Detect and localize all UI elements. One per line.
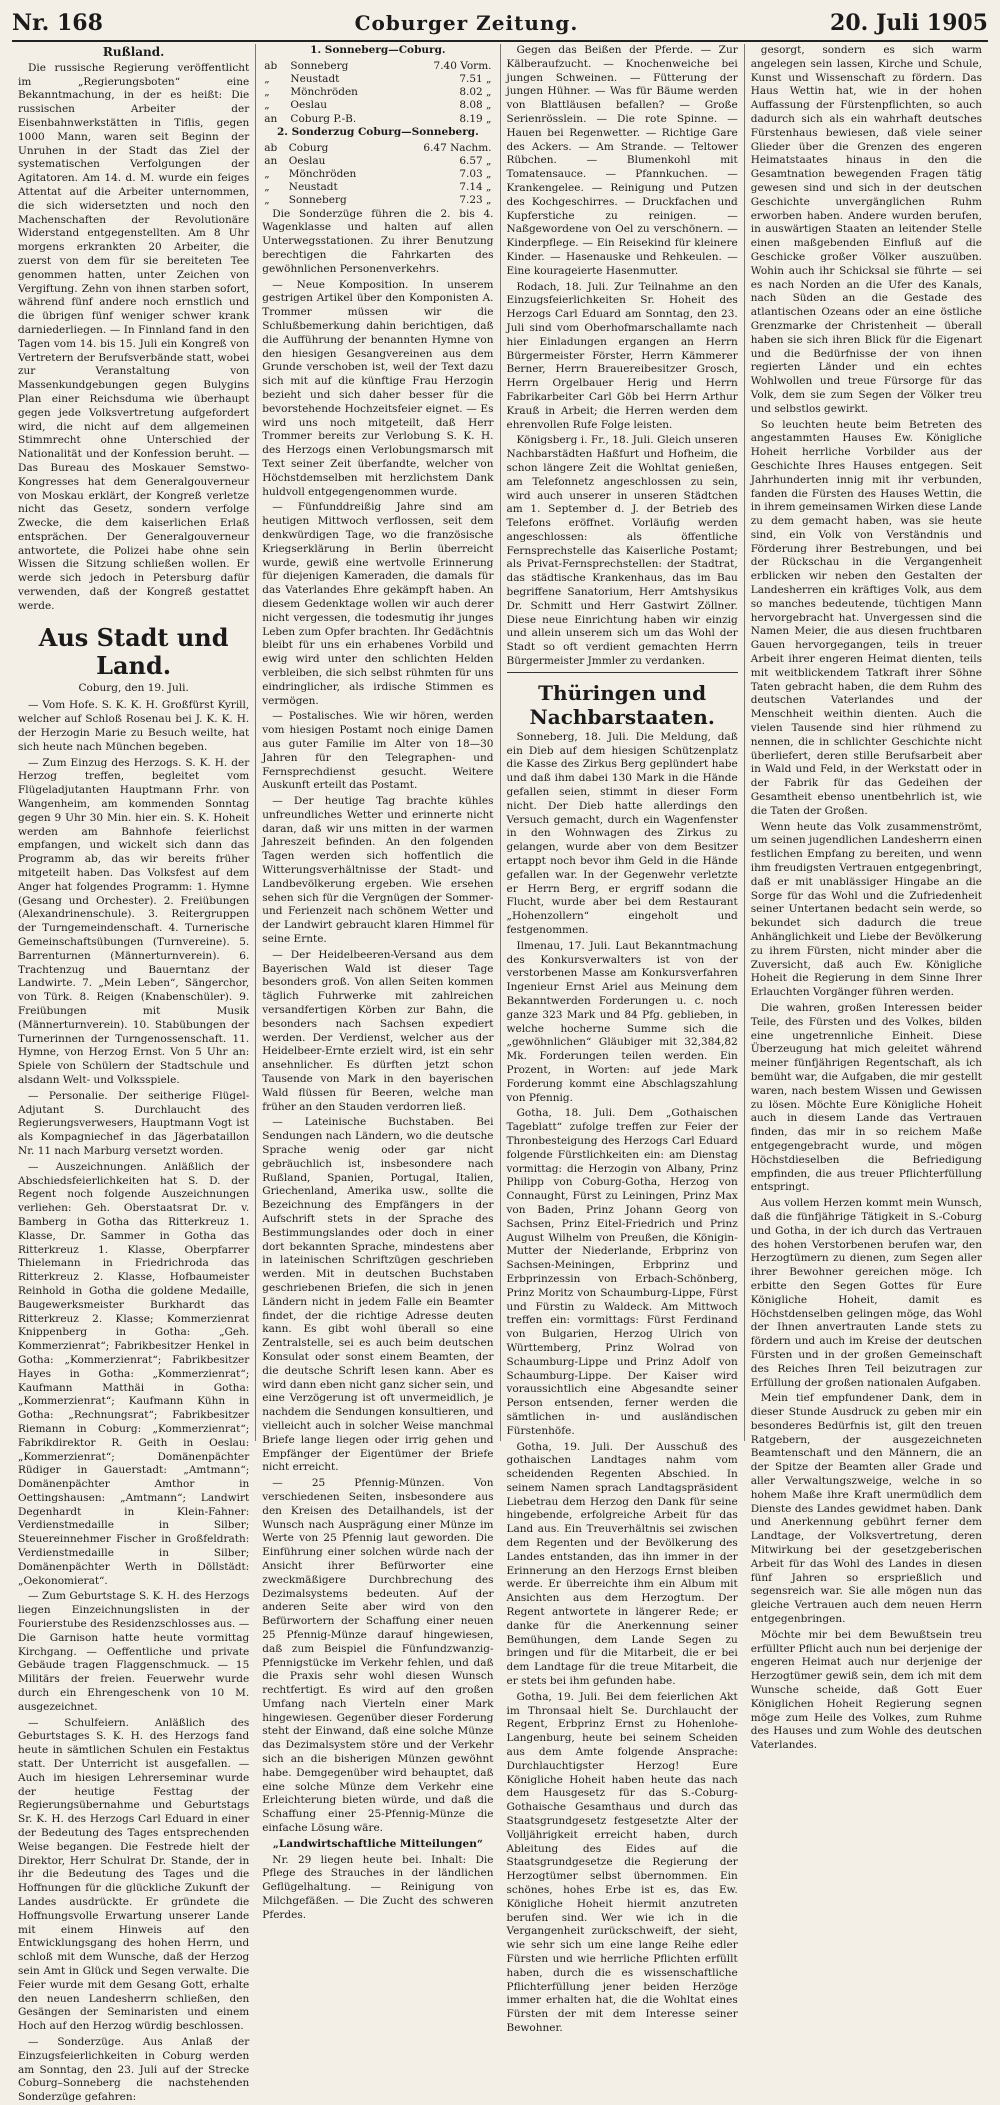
schedule-row: ab Coburg 6.47 Nachm.	[264, 141, 492, 154]
newspaper-title: Coburger Zeitung.	[354, 11, 579, 35]
columns	[12, 44, 988, 2104]
speech-part-b: So leuchten heute beim Betreten des angestammten Hauses Ew. Königliche Hoheit herrliche Vorbilder aus der Geschichte Ihres Hauses entgegen. Seit Jahrhunderten innig mit ihr verbunden, fanden die Fürsten des Hauses Wettin, die in ihrem gemeinsamen Wirken diese Lande zu dem gemacht haben, was sie heute sind, ein Volk von Verständnis und Förderung ihrer Bestrebungen, und bei der Rückschau in die Vergangenheit erblicken wir neben den Gestalten der Landesherren ein kräftiges Volk, aus dem so manches bedeutende, tüchtigen Mann hervorgebracht hat. Unvergessen sind die Namen Meier, die aus diesen fruchtbaren Gauen hervorgegangen, teils in treuer Arbeit ihrer engeren Heimat dienten, teils mit weitblickendem Tatkraft ihrer Söhne Taten gebracht haben, die dem Ruhm des deutschen Vaterlandes und der Menschheit weithin dienten. Auch die vielen Tausende sind hier rühmend zu nennen, die in schlichter Geschichte nicht überliefert, deren stille Berufsarbeit aber in Wald und Feld, in der Werkstatt oder in der Fabrik für das Gedeihen der Gesamtheit ebenso unentbehrlich ist, wie die Taten der Großen.	[750, 418, 982, 817]
route-2-title: 2. Sonderzug Coburg—Sonneberg.	[276, 125, 479, 138]
speech-part-f: Mein tief empfundener Dank, dem in dieser Stunde Ausdruck zu geben mir ein besonderes Bedürfnis ist, gilt den treuen Ratgebern, der ausgezeichneten Beamtenschaft und den Männern, die an der Spitze der Beamten aller Grade und aller Verwaltungszweige, welche in so hohem Maße ihre Kraft unermüdlich dem Dienste des Landes gewidmet haben. Dank und Anerkennung gebührt ferner dem Landtage, der Volksvertretung, deren Mitwirkung bei der gesetzgeberischen Arbeit für das Wohl des Landes in diesen fünf Jahren so ersprießlich und segensreich war. Sie alle mögen nun das gleiche Vertrauen auch dem neuen Herrn entgegenbringen.	[750, 1392, 982, 1626]
route-1-title: 1. Sonneberg—Coburg.	[310, 44, 446, 56]
article-gotha-2: Gotha, 19. Juli. Der Ausschuß des gothaischen Landtages nahm vom scheidenden Regenten Abschied. In seinem Namen sprach Landtagspräsident Liebetrau dem Herzog den Dank für seine hingebende, erfolgreiche Arbeit für das Land aus. Ein Treuverhältnis sei zwischen dem Regenten und der Bevölkerung des Landes entstanden, das ihn immer in der Erinnerung an den Herzogs Ernst bleiben werde. Er überreichte ihm ein Album mit Ansichten aus dem Herzogtum. Der Regent antwortete in längerer Rede; er danke für die Anerkennung seiner Bemühungen, dem Lande Segen zu bringen und für die Mitarbeit, die er bei dem Landtage für die treue Mitarbeit, die er stets bei ihm gefunden habe.	[506, 1440, 738, 1688]
schedule-row: „ Oeslau 8.08 „	[264, 99, 492, 112]
schedule-row: ab Sonneberg 7.40 Vorm.	[264, 59, 492, 72]
speech-part-a: gesorgt, sondern es sich warm angelegen sein lassen, Kirche und Schule, Kunst und Wissenschaft zu fördern. Das Haus Wettin hat, wie in der hohen Auffassung der Fürstenpflichten, so auch dadurch sich als ein wahrhaft deutsches Fürstenhaus bewiesen, daß viele seiner Glieder über die Grenzen des engeren Heimatstaates hinaus in den die Gesamtnation bewegenden Fragen tätig gewesen sind und sich in der deutschen Geschichte unvergänglichen Ruhm erworben haben. Andere wurden berufen, in auswärtigen Staaten an leitender Stelle einen maßgebenden Einfluß auf die Geschicke großer Völker auszuüben. Wohin auch ihr Schicksal sie führte — sei es nach Norden an die Ufer des Kanals, nach Süden an die Gestade des atlantischen Ozeans oder an eine östliche Grenzmarke der Christenheit — überall haben sie sich ihren Blick für die Eigenart und die Bedürfnisse der von ihnen regierten Länder und ein echtes Wohlwollen und treue Fürsorge für das Volk, dem sie zum Segen der Völker treu und selbstlos gewirkt.	[750, 44, 982, 415]
article-rodach: Rodach, 18. Juli. Zur Teilnahme an den Einzugsfeierlichkeiten Sr. Hoheit des Herzogs Carl Eduard am Sonntag, den 23. Juli sind vom Oberhofmarschallamte nach hier Einladungen ergangen an Herrn Bürgermeister Förster, Herrn Kämmerer Berner, Herrn Brauereibesitzer Grosch, Herrn Orgelbauer Herig und Herrn Fabrikarbeiter Carl Göb bei Herrn Arthur Krauß in Arbeit; die Herren werden dem ehrenvollen Rufe Folge leisten.	[506, 280, 738, 431]
article-schulfeiern: — Schulfeiern. Anläßlich des Geburtstages S. K. H. des Herzogs fand heute in sämtlichen Schulen ein Festaktus statt. Der Unterricht ist ausgefallen. — Auch im hiesigen Lehrerseminar wurde der heutige Festtag der Regierungsübernahme und Geburtstags Sr. K. H. des Herzogs Carl Eduard in einer der Bedeutung des Tages entsprechenden Weise begangen. Die Festrede hielt der Direktor, Herr Schulrat Dr. Stande, der in ihr die Bedeutung des Tages und die Hoffnungen für die glückliche Zukunft der Landes ausdrückte. Er gründete die Hoffnungsvolle Erwartung unserer Lande mit einem Hinweis auf den Entwicklungsgang des hohen Herrn, und schloß mit dem Wunsche, daß der Herzog sein Amt in Glück und Segen verwalte. Die Feier wurde mit dem Gesang Gott, erhalte den neuen Landesherrn schließen, den Gesängen der Seminaristen und einem Hoch auf den Herzog würdig beschlossen.	[18, 1716, 250, 2033]
article-gotha-1: Gotha, 18. Juli. Dem „Gothaischen Tageblatt“ zufolge treffen zur Feier der Thronbesteigung des Herzogs Carl Eduard folgende Fürstlichkeiten ein: am Dienstag vormittag: die Herzogin von Albany, Prinz Philipp von Coburg-Gotha, Herzog von Connaught, Fürst zu Leiningen, Prinz Max von Baden, Prinz Johann Georg von Sachsen, Prinz Eitel-Friedrich und Prinz August Wilhelm von Preußen, die Königin-Mutter der Niederlande, Erbprinz von Sachsen-Meiningen, Erbprinz und Erbprinzessin von Erbach-Schönberg, Prinz Moritz von Schaumburg-Lippe, Fürst und Fürstin zu Waldeck. Am Mittwoch treffen ein: vormittags: Fürst Ferdinand von Bulgarien, Herzog Ulrich von Württemberg, Prinz Wolrad von Schaumburg-Lippe und Prinz Adolf von Schaumburg-Lippe. Der Kaiser wird voraussichtlich eine Abgesandte seiner Person entsenden, ferner werden die sämtlichen in- und ausländischen Fürstenhöfe.	[506, 1107, 738, 1437]
column-4	[745, 44, 988, 1752]
article-sonderzuege: — Sonderzüge. Aus Anlaß der Einzugsfeierlichkeiten in Coburg werden am Sonntag, den 23. Juli auf der Strecke Coburg–Sonneberg die nachstehenden Sonderzüge gefahren:	[18, 2035, 250, 2104]
article-auszeichnungen: — Auszeichnungen. Anläßlich der Abschiedsfeierlichkeiten hat S. D. der Regent noch folgende Auszeichnungen verliehen: Geh. Oberstaatsrat Dr. v. Bamberg in Gotha das Ritterkreuz 1. Klasse, Dr. Sammer in Gotha das Ritterkreuz 1. Klasse, Oberpfarrer Thielemann in Friedrichroda das Ritterkreuz 2. Klasse, Hofbaumeister Reinhold in Gotha die goldene Medaille, Baugewerksmeister Burkhardt das Ritterkreuz 2. Klasse; Kommerzienrat Knippenberg in Gotha: „Geh. Kommerzienrat“; Fabrikbesitzer Henkel in Gotha: „Kommerzienrat“; Fabrikbesitzer Hayes in Gotha: „Kommerzienrat“; Kaufmann Matthäi in Gotha: „Kommerzienrat“; Kaufmann Kühn in Gotha: „Rechnungsrat“; Fabrikbesitzer Riemann in Coburg: „Kommerzienrat“; Fabrikdirektor R. Geith in Oeslau: „Kommerzienrat“; Domänenpächter Rüdiger in Gauerstadt: „Amtmann“; Domänenpächter Amthor in Oettingshausen: „Amtmann“; Landwirt Degenhardt in Klein-Fahner: Verdienstmedaille in Silber; Steuereinnehmer Fischer in Großfeldrath: Verdienstmedaille in Silber; Domänenpächter Werth in Döllstädt: „Oekonomierat“.	[18, 1160, 250, 1587]
article-fuenfunddreissig: — Fünfunddreißig Jahre sind am heutigen Mittwoch verflossen, seit dem denkwürdigen Tage, wo die französische Kriegserklärung in Berlin überreicht wurde, gewiß eine wertvolle Erinnerung für diejenigen Kameraden, die damals für das Vaterlandes Ehre gekämpft haben. An diesem Gedenktage wollen wir auch derer nicht vergessen, die todesmutig ihr junges Leben zum Opfer brachten. Ihr Gedächtnis bleibt für uns ein erhabenes Vorbild und ewig wird unter den schlichten Helden verbleiben, die sich selbst rühmten für uns eindringlicher, als irdische Stimmen es vermögen.	[262, 501, 494, 707]
schedule-row: an Oeslau 6.57 „	[264, 154, 492, 167]
article-lateinische: — Lateinische Buchstaben. Bei Sendungen nach Ländern, wo die deutsche Sprache wenig oder gar nicht gebräuchlich ist, insbesondere nach Rußland, Spanien, Portugal, Italien, Griechenland, Amerika usw., sollte die Bezeichnung des Empfängers in der Aufschrift stets in der Sprache des Bestimmungslandes oder doch in einer dort bekannten Sprache, mindestens aber in lateinischen Schriftzügen geschrieben werden. Mit in deutschen Buchstaben geschriebenen Briefen, die sich in jenen Ländern nicht in jedem Falle ein Beamter findet, der die richtige Adresse deuten kann. Es gibt wohl überall so eine Zentralstelle, sei es auch beim deutschen Konsulat oder sonst einem Beamten, der die deutsche Schrift lesen kann. Aber es wird dann eben nicht ganz sicher sein, und eine Verzögerung ist oft unvermeidlich, je nachdem die Sendungen konsultieren, und vielleicht auch in solcher Weise manchmal Briefe lange liegen oder irrig gehen und Empfänger der Eigentümer der Briefe nicht erreicht.	[262, 1116, 494, 1474]
issue-date: 20. Juli 1905	[830, 10, 988, 36]
article-landwirt: Nr. 29 liegen heute bei. Inhalt: Die Pflege des Strauches in der ländlichen Geflügelhaltung. — Reinigung von Milchgefäßen. — Die Zucht des schweren Pferdes.	[262, 1853, 494, 1921]
article-geburtstag: — Zum Geburtstage S. K. H. des Herzogs liegen Einzeichnungslisten in der Fourierstube des Residenzschlosses aus. — Die Garnison hatte heute vormittag Kirchgang. — Oeffentliche und private Gebäude tragen Flaggenschmuck. — 15 Militärs der freien. Feuerwehr wurde durch ein Ehrengeschenk von 10 M. ausgezeichnet.	[18, 1590, 250, 1713]
schedule-note: Die Sonderzüge führen die 2. bis 4. Wagenklasse und halten auf allen Unterwegsstationen. Zu ihrer Benutzung berechtigen die Fahrkarten des gewöhnlichen Personenverkehrs.	[262, 207, 494, 275]
article-pfennig: — 25 Pfennig-Münzen. Von verschiedenen Seiten, insbesondere aus den Kreisen des Detailhandels, ist der Wunsch nach Ausprägung einer Münze im Werte von 25 Pfennig laut geworden. Die Einführung einer solchen würde nach der Ansicht ihrer Befürworter eine zweckmäßigere Durchbrechung des Dezimalsystems bedeuten. Auf der anderen Seite aber wird von den Befürwortern der Schaffung einer neuen 25 Pfennig-Münze darauf hingewiesen, daß zum Beispiel die Fünfundzwanzig-Pfennigstücke im Verkehr fehlen, und daß die Praxis sehr wohl diesen Wunsch rechtfertigt. Es wird auf den großen Umfang nach Vierteln einer Mark hingewiesen. Gegenüber dieser Forderung steht der Einwand, daß eine solche Münze das Dezimalsystem störe und der Verkehr sich an die bisherigen Münzen gewöhnt habe. Demgegenüber wird behauptet, daß eine solche Münze dem Verkehr eine Erleichterung bieten würde, und daß die Schaffung einer 25-Pfennig-Münze die einfache Lösung wäre.	[262, 1477, 494, 1835]
article-hofe: — Vom Hofe. S. K. K. H. Großfürst Kyrill, welcher auf Schloß Rosenau bei J. K. K. H. der Herzogin Marie zu Besuch weilte, hat sich heute nach München begeben.	[18, 699, 250, 753]
article-koenigsberg: Königsberg i. Fr., 18. Juli. Gleich unseren Nachbarstädten Haßfurt und Hofheim, die schon längere Zeit die Wohltat genießen, am Telefonnetz angeschlossen zu sein, wird auch unserer in unseren Städtchen am 1. September d. J. der Betrieb des Telefons eröffnet. Vorläufig werden angeschlossen: als öffentliche Fernsprechstelle das Kaiserliche Postamt; als Privat-Fernsprechstellen: der Stadtrat, das städtische Krankenhaus, das im Bau begriffene Sanatorium, Herr Amtshysikus Dr. Schmitt und Herr Gastwirt Zöllner. Diese neue Einrichtung haben wir einzig und allein unserem sich um das Wohl der Stadt so oft verdient gemachten Herrn Bürgermeister Jmmler zu verdanken.	[506, 434, 738, 668]
schedule-row: an Coburg P.-B. 8.19 „	[264, 112, 492, 125]
speech-part-d: Die wahren, großen Interessen beider Teile, des Fürsten und des Volkes, bilden eine ungetrennliche Einheit. Diese Überzeugung hat mich geleitet während meiner fünfjährigen Regentschaft, als ich bemüht war, die Aufgaben, die mir gestellt waren, nach bestem Wissen und Gewissen zu lösen. Möchte Eure Königliche Hoheit auch in diesem Lande das Vertrauen finden, das mir in so reichem Maße entgegengebracht wurde, und mögen Höchstdieselben die Befriedigung empfinden, die aus treuer Pflichterfüllung entspringt.	[750, 1001, 982, 1194]
section-title-stadt-land: Aus Stadt und Land.	[38, 622, 229, 680]
article-sonneberg: Sonneberg, 18. Juli. Die Meldung, daß ein Dieb auf dem hiesigen Schützenplatz die Kasse des Zirkus Berg geplündert habe und daß ihm dabei 130 Mark in die Hände gefallen seien, stimmt in dieser Form nicht. Der Dieb hatte allerdings den Versuch gemacht, durch ein Wagenfenster in den Wohnwagen des Zirkus zu gelangen, wurde aber von dem Besitzer ertappt noch bevor ihm Geld in die Hände gefallen war. In der Gegenwehr verletzte er Herrn Berg, er ergriff sodann die Flucht, wurde aber bei dem Restaurant „Hohenzollern“ eingeholt und festgenommen.	[506, 730, 738, 937]
column-3	[501, 44, 745, 2034]
schedule-row: „ Sonneberg 7.23 „	[264, 194, 492, 207]
speech-part-g: Möchte mir bei dem Bewußtsein treu erfüllter Pflicht auch nun bei derjenige der engeren Heimat auch nur derjenige der Herzogtümer gewiß sein, dem ich mit dem Wunsche scheide, daß Gott Euer Königlichen Hoheit Regierung segnen möge zum Heile des Volkes, zum Ruhme des Hauses und zum Wohle des deutschen Vaterlandes.	[750, 1628, 982, 1752]
speech-part-c: Wenn heute das Volk zusammenströmt, um seinen jugendlichen Landesherrn einen festlichen Empfang zu bereiten, und wenn ihm freudigsten Vertrauen entgegenbringt, daß er mit unablässiger Hingabe an die Sorge für das Wohl und die Zufriedenheit seiner Untertanen bedacht sein werde, so bekundet sich dadurch die treue Anhänglichkeit und Liebe der Bevölkerung zu ihrem Fürsten, nicht minder aber die Zuversicht, daß auch Ew. Königliche Hoheit die Regierung in dem Sinne Ihrer Erlauchten Vorgänger führen werden.	[750, 820, 982, 999]
schedule-row: „ Neustadt 7.51 „	[264, 73, 492, 85]
divider	[507, 672, 738, 673]
column-2	[256, 44, 500, 1921]
dateline: Coburg, den 19. Juli.	[78, 681, 189, 694]
article-landwirt-cont: Gegen das Beißen der Pferde. — Zur Kälberaufzucht. — Knochenweiche bei jungen Schweinen. — Fütterung der jungen Hühner. — Was für Bäume werden von Blattläusen befallen? — Große Serienrösslein. — Die rote Spinne. — Hauen bei Regenwetter. — Richtige Gare des Ackers. — Am Strande. — Teltower Rübchen. — Blumenkohl mit Tomatensauce. — Pfannkuchen. — Krankengelee. — Reinigung und Putzen des Kochgeschirres. — Druckfachen und Kupferstiche zu reinigen. — Naßgewordene von Oel zu verschönern. — Kinderpflege. — Ein Reisekind für kleinere Kinder. — Hasenauske und Rehkeulen. — Eine kourageierte Hasenmutter.	[506, 44, 738, 277]
article-russland: Die russische Regierung veröffentlicht im „Regierungsboten“ eine Bekanntmachung, in der es heißt: Die russischen Arbeiter der Eisenbahnwerkstätten in Tiflis, gegen 1000 Mann, waren seit Beginn der Unruhen in der Stadt das Ziel der systematischen Verfolgungen der Agitatoren. Am 14. d. M. wurde ein feiges Attentat auf die Arbeiter unternommen, die sich widersetzten und noch den Machenschaften der Revolutionäre Widerstand entgegenstellten. Am 8 Uhr morgens erkrankten 20 Arbeiter, die zuerst von dem für sie bereiteten Tee genommen hatten, unter Zeichen von Vergiftung. Zehn von ihnen starben sofort, während fünf andere noch ernstlich und die übrigen fünf weniger schwer krank darniederliegen. — In Finnland fand in den Tagen vom 14. bis 15. Juli ein Kongreß von Vertretern der Berufsverbände statt, wobei zur Veranstaltung von Massenkundgebungen gegen Bulygins Plan einer Reichsduma wie überhaupt gegen jede Volksvertretung aufgefordert wird, die nicht auf dem allgemeinen Stimmrecht ohne Unterschied der Nationalität und der Konfession beruht. — Das Bureau des Moskauer Semstwo-Kongresses hat dem Generalgouverneur von Moskau erklärt, der Kongreß verletze nicht das Gesetz, sondern verfolge Zwecke, die dem kaiserlichen Erlaß entsprächen. Der Generalgouverneur antwortete, die Polizei habe ohne sein Wissen die Sitzung schließen wollen. Er werde sich jedoch in Petersburg dafür verwenden, daß der Kongreß gestattet werde.	[18, 61, 250, 612]
schedule-row: „ Mönchröden 8.02 „	[264, 86, 492, 99]
issue-number: Nr. 168	[12, 10, 103, 36]
article-ilmenau: Ilmenau, 17. Juli. Laut Bekanntmachung des Konkursverwalters ist von der verstorbenen Masse am Konkursverfahren Ingenieur Ernst Ariel aus Meinung dem Bekanntwerden Forderungen u. c. noch ganze 323 Mark und 84 Pfg. geblieben, in welche hocherne Summe sich die „gewöhnlichen“ Gläubiger mit 32,384,82 Mk. Forderungen teilen werden. Ein Prozent, in Worten: auf jede Mark Forderung kommt eine Abschlagszahlung von Pfennig.	[506, 939, 738, 1104]
heading-russland: Rußland.	[102, 45, 165, 59]
speech-part-e: Aus vollem Herzen kommt mein Wunsch, daß die fünfjährige Tätigkeit in S.-Coburg und Gotha, in der ich durch das Vertrauen des hohen Verstorbenen berufen war, den Herzogtümern zu dienen, zum Segen aller ihrer Bewohner gereichen möge. Ich erbitte den Segen Gottes für Eure Königliche Hoheit, damit es Höchstdenselben gelingen möge, das Wohl der Ihnen anvertrauten Lande stets zu fördern und auch im Kreise der deutschen Fürsten und in der großen Gemeinschaft des Reiches Ihren Teil beizutragen zur Erfüllung der großen nationalen Aufgaben.	[750, 1197, 982, 1389]
article-personalie: — Personalie. Der seitherige Flügel-Adjutant S. Durchlaucht des Regierungsverwesers, Hauptmann Vogt ist als Kompagniechef in das Jägerbataillon Nr. 11 nach Marburg versetzt worden.	[18, 1089, 250, 1157]
masthead	[12, 6, 988, 42]
article-postalisches: — Postalisches. Wie wir hören, werden vom hiesigen Postamt noch einige Damen aus guter Familie im Alter von 18—30 Jahren für den Telegraphen- und Fernsprechdienst gesucht. Weitere Auskunft erteilt das Postamt.	[262, 710, 494, 792]
column-1	[12, 44, 256, 2104]
article-heutige-tag: — Der heutige Tag brachte kühles unfreundliches Wetter und erinnerte nicht daran, daß wir uns mitten in der warmen Jahreszeit befinden. An den folgenden Tagen werden sich hoffentlich die Witterungsverhältnisse der Stadt- und Landbevölkerung ergeben. Wie ersehen sehen sich für die Vergnügen der Sommer- und Ferienzeit nach schönem Wetter und der Landwirt gebraucht klaren Himmel für seine Ernte.	[262, 795, 494, 946]
article-einzug: — Zum Einzug des Herzogs. S. K. H. der Herzog treffen, begleitet vom Flügeladjutanten Hauptmann Frhr. von Wangenheim, am kommenden Sonntag gegen 9 Uhr 30 Min. hier ein. S. K. Hoheit werden am Bahnhofe feierlichst empfangen, und wickelt sich dann das Programm ab, das wir bereits früher mitgeteilt haben. Das Volksfest auf dem Anger hat folgendes Programm: 1. Hymne (Gesang und Orchester). 2. Freiübungen (Alexandrinenschule). 3. Reitergruppen der Turngemeindenschaft. 4. Turnerische Gemeinschaftsübungen (Turnvereine). 5. Barrenturnen (Männerturnverein). 6. Trachtenzug und Bauerntanz der Landwirte. 7. „Mein Leben“, Sängerchor, von Türk. 8. Reigen (Knabenschüler). 9. Freiübungen mit Musik (Männerturnverein). 10. Stabübungen der Turnerinnen der Turngenossenschaft. 11. Hymne, von Herzog Ernst. Von 5 Uhr an: Spiele von Schülern der Stadtschule und alsdann Welt- und Volksspiele.	[18, 756, 250, 1086]
route-2-schedule	[262, 142, 493, 208]
article-komposition: — Neue Komposition. In unserem gestrigen Artikel über den Komponisten A. Trommer müssen wir die Schlußbemerkung dahin berichtigen, daß die Aufführung der benannten Hymne von den hiesigen Gesangvereinen aus dem Grunde verschoben ist, weil der Text dazu sich mit auf die künftige Frau Herzogin bezieht und sich daher besser für die bevorstehende Hochzeitsfeier eignet. — Es wird uns noch mitgeteilt, daß Herr Trommer bereits zur Verlobung S. K. H. des Herzogs einen Verlobungsmarsch mit Text seiner Zeit überfandte, welcher von Höchstdemselben mit herzlichstem Dank huldvoll entgegengenommen wurde.	[262, 278, 494, 498]
article-heidelbeeren: — Der Heidelbeeren-Versand aus dem Bayerischen Wald ist dieser Tage besonders groß. Von allen Seiten kommen täglich Fuhrwerke mit zahlreichen versandfertigen Körben zur Bahn, die besonders nach Sachsen expediert werden. Der Verdienst, welcher aus der Heidelbeer-Ernte erzielt wird, ist ein sehr ansehnlicher. Es dürften jetzt schon Tausende von Mark in den bayerischen Wald flüssen für Beeren, welche man früher an den Stauden verdorren ließ.	[262, 948, 494, 1113]
route-1-schedule	[262, 60, 493, 126]
landwirt-title: „Landwirtschaftliche Mitteilungen“	[272, 1837, 483, 1850]
article-gotha-3: Gotha, 19. Juli. Bei dem feierlichen Akt im Thronsaal hielt Se. Durchlaucht der Regent, Erbprinz Ernst zu Hohenlohe-Langenburg, heute bei seinem Scheiden aus dem Amte folgende Ansprache: Durchlauchtigster Herzog! Eure Königliche Hoheit haben heute das nach dem Hausgesetz für das S.-Coburg-Gothaische Gesamthaus und durch das Staatsgrundgesetz festgesetzte Alter der Volljährigkeit erreicht haben, durch Ableitung des Eides auf die Staatsgrundgesetze die Regierung der Herzogtümer selbst übernommen. Ein schönes, hohes Erbe ist es, das Ew. Königliche Hoheit hiermit anzutreten berufen sind. Wer wie ich in die Vergangenheit zurückschweift, der sieht, wie sehr sich um eine lange Reihe edler Fürsten und wie herrliche Pflichten erfüllt haben, durch die es wissenschaftliche Pflichterfüllung jener beiden Herzöge immer erhalten hat, die die Wohltat eines Fürsten der mit dem Interesse seiner Bewohner.	[506, 1690, 738, 2034]
schedule-row: „ Neustadt 7.14 „	[264, 181, 492, 194]
section-title-thueringen: Thüringen und Nachbarstaaten.	[529, 680, 715, 729]
schedule-row: „ Mönchröden 7.03 „	[264, 168, 492, 181]
